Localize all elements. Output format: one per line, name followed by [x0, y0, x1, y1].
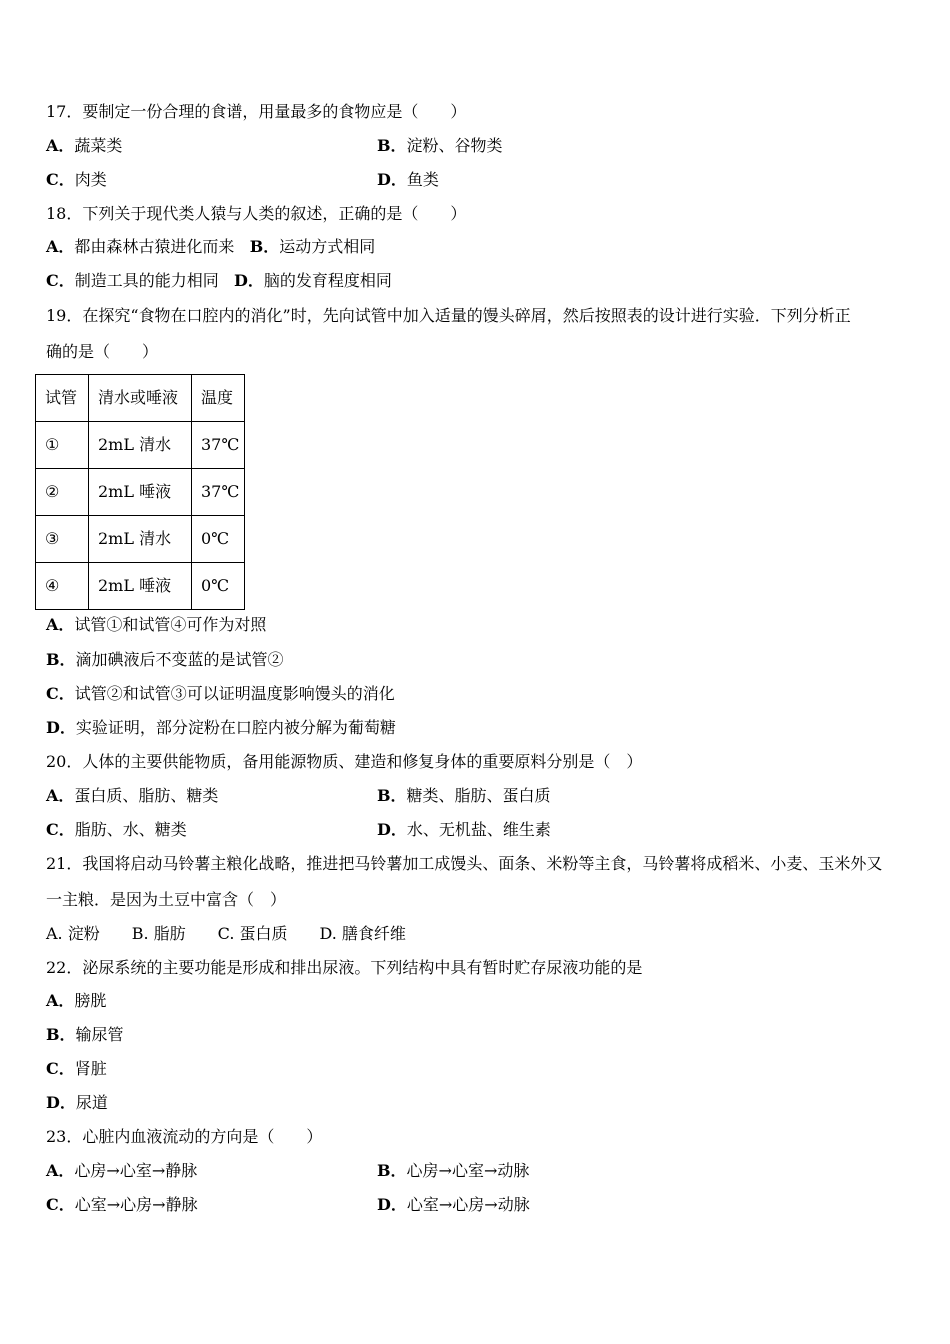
- q18-option-d[interactable]: 脑的发育程度相同: [263, 271, 392, 290]
- q19-option-a[interactable]: [46, 615, 266, 635]
- option-label: D．: [377, 820, 407, 839]
- q23-option-d[interactable]: [377, 1195, 530, 1215]
- option-text: 肉类: [74, 170, 107, 189]
- option-label: A．: [46, 786, 75, 805]
- option-text: 试管①和试管④可作为对照: [74, 615, 267, 634]
- q20-option-d[interactable]: [377, 820, 551, 840]
- option-label: A．: [46, 1161, 75, 1180]
- option-label: C．: [46, 1195, 75, 1214]
- q17-option-d[interactable]: [377, 170, 439, 190]
- question-23-stem: 23．心脏内血液流动的方向是（ ）: [46, 1127, 323, 1146]
- option-text: 糖类、脂肪、蛋白质: [406, 786, 551, 805]
- q22-option-a[interactable]: [46, 991, 106, 1011]
- option-text: 蛋白质、脂肪、糖类: [74, 786, 219, 805]
- option-label: D．: [46, 1093, 76, 1112]
- option-label: B．: [377, 786, 407, 805]
- option-text: 试管②和试管③可以证明温度影响馒头的消化: [74, 684, 395, 703]
- table-cell: 0℃: [192, 563, 245, 610]
- table-header-row: [36, 375, 245, 422]
- option-label: B．: [377, 1161, 407, 1180]
- table-header-cell: 清水或唾液: [89, 375, 192, 422]
- q19-option-d[interactable]: [46, 718, 396, 738]
- option-label: C．: [46, 170, 75, 189]
- question-21-stem-line-1: 21．我国将启动马铃薯主粮化战略，推进把马铃薯加工成馒头、面条、米粉等主食，马铃薯将成稻米、小麦、玉米外又: [46, 854, 883, 873]
- table-cell: 2mL 唾液: [89, 469, 192, 516]
- table-cell: 0℃: [192, 516, 245, 563]
- table-row: [36, 563, 245, 610]
- option-label: A．: [46, 237, 75, 256]
- experiment-table: [35, 374, 245, 610]
- option-text: 尿道: [75, 1093, 108, 1112]
- option-label: B．: [46, 650, 76, 669]
- option-text: 实验证明，部分淀粉在口腔内被分解为葡萄糖: [75, 718, 396, 737]
- option-text: 蔬菜类: [74, 136, 123, 155]
- option-label: B．: [249, 237, 280, 256]
- option-label: D．: [377, 170, 407, 189]
- table-cell: ①: [36, 422, 89, 469]
- table-cell: 2mL 唾液: [89, 563, 192, 610]
- q17-option-b[interactable]: [377, 136, 503, 156]
- q18-options-row-1: [46, 237, 375, 257]
- table-cell: ②: [36, 469, 89, 516]
- option-text: 膀胱: [74, 991, 107, 1010]
- question-20-stem: 20．人体的主要供能物质，备用能源物质、建造和修复身体的重要原料分别是（ ）: [46, 752, 643, 771]
- question-21-stem-line-2: 一主粮．是因为土豆中富含（ ）: [46, 890, 287, 909]
- q23-option-a[interactable]: [46, 1161, 197, 1181]
- question-22-stem: 22．泌尿系统的主要功能是形成和排出尿液。下列结构中具有暂时贮存尿液功能的是: [46, 958, 643, 977]
- question-17-stem: 17．要制定一份合理的食谱，用量最多的食物应是（ ）: [46, 102, 467, 121]
- q23-option-c[interactable]: [46, 1195, 198, 1215]
- q17-option-c[interactable]: [46, 170, 107, 190]
- q20-option-c[interactable]: [46, 820, 187, 840]
- option-label: A．: [46, 136, 75, 155]
- table-cell: 2mL 清水: [89, 516, 192, 563]
- table-row: [36, 422, 245, 469]
- q22-option-b[interactable]: [46, 1025, 124, 1045]
- q18-options-row-2: [46, 271, 392, 291]
- q20-option-b[interactable]: [377, 786, 551, 806]
- q21-options[interactable]: A. 淀粉 B. 脂肪 C. 蛋白质 D. 膳食纤维: [46, 924, 406, 943]
- option-label: C．: [46, 820, 75, 839]
- option-text: 心室→心房→静脉: [74, 1195, 198, 1214]
- table-header-cell: 温度: [192, 375, 245, 422]
- table-row: [36, 516, 245, 563]
- table-cell: ③: [36, 516, 89, 563]
- option-text: 淀粉、谷物类: [406, 136, 503, 155]
- question-19-stem-line-1: 19．在探究“食物在口腔内的消化”时，先向试管中加入适量的馒头碎屑，然后按照表的设计进行实验．下列分析正: [46, 306, 851, 325]
- option-label: D．: [377, 1195, 407, 1214]
- option-text: 鱼类: [406, 170, 439, 189]
- q19-option-b[interactable]: [46, 650, 284, 670]
- q23-option-b[interactable]: [377, 1161, 529, 1181]
- option-label: B．: [46, 1025, 76, 1044]
- option-text: 脂肪、水、糖类: [74, 820, 187, 839]
- q18-option-b[interactable]: 运动方式相同: [279, 237, 376, 256]
- q19-option-c[interactable]: [46, 684, 395, 704]
- option-label: C．: [46, 1059, 75, 1078]
- q22-option-c[interactable]: [46, 1059, 107, 1079]
- option-text: 滴加碘液后不变蓝的是试管②: [75, 650, 284, 669]
- table-cell: 37℃: [192, 422, 245, 469]
- option-text: 心房→心室→静脉: [74, 1161, 198, 1180]
- option-text: 输尿管: [75, 1025, 124, 1044]
- option-text: 心室→心房→动脉: [406, 1195, 530, 1214]
- table-header-cell: 试管: [36, 375, 89, 422]
- option-label: A．: [46, 991, 75, 1010]
- option-label: B．: [377, 136, 407, 155]
- q20-option-a[interactable]: [46, 786, 218, 806]
- table-cell: 2mL 清水: [89, 422, 192, 469]
- q18-option-a[interactable]: 都由森林古猿进化而来: [74, 237, 235, 256]
- option-label: D．: [234, 271, 264, 290]
- option-label: C．: [46, 271, 75, 290]
- option-text: 肾脏: [74, 1059, 107, 1078]
- option-label: D．: [46, 718, 76, 737]
- question-18-stem: 18．下列关于现代类人猿与人类的叙述，正确的是（ ）: [46, 204, 467, 223]
- question-19-stem-line-2: 确的是（ ）: [46, 342, 159, 361]
- q22-option-d[interactable]: [46, 1093, 108, 1113]
- table-cell: 37℃: [192, 469, 245, 516]
- option-label: C．: [46, 684, 75, 703]
- option-text: 水、无机盐、维生素: [406, 820, 551, 839]
- option-text: 心房→心室→动脉: [406, 1161, 530, 1180]
- q17-option-a[interactable]: [46, 136, 122, 156]
- table-row: [36, 469, 245, 516]
- q18-option-c[interactable]: 制造工具的能力相同: [74, 271, 219, 290]
- table-cell: ④: [36, 563, 89, 610]
- option-label: A．: [46, 615, 75, 634]
